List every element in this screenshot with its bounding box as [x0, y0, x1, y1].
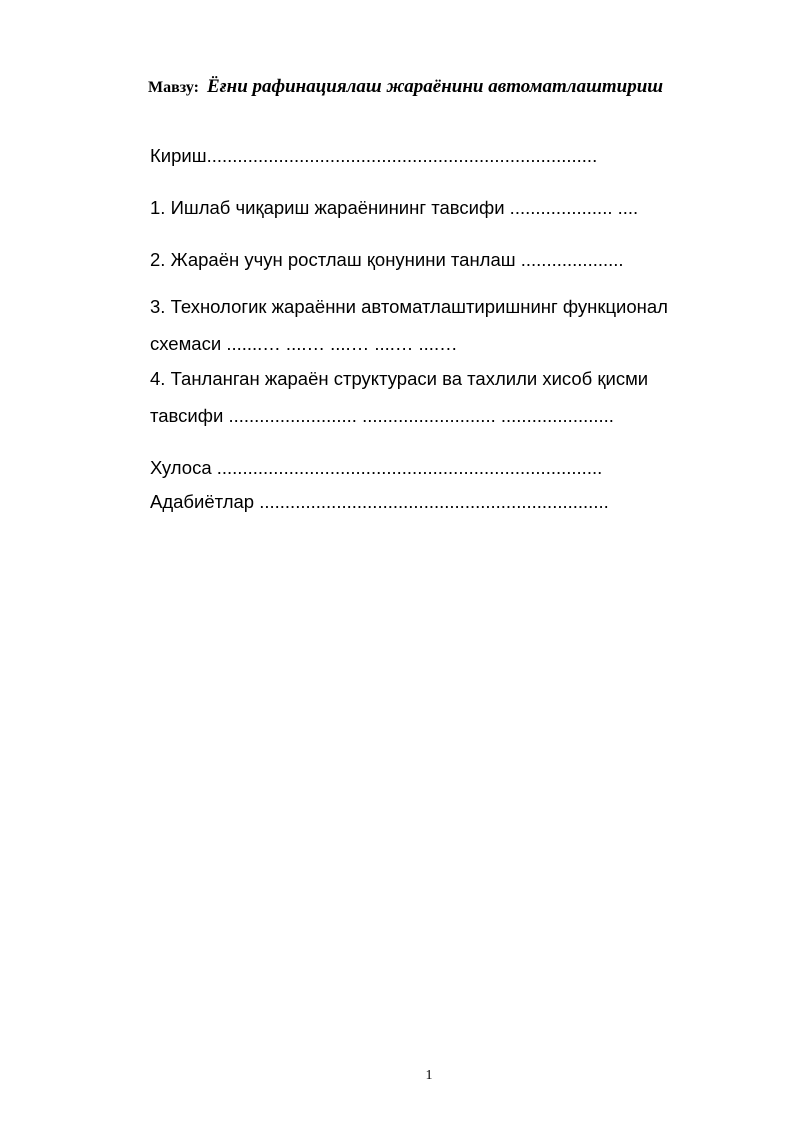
toc-item-4-line-2: тавсифи ......................... .......................... ...................... — [150, 405, 614, 426]
topic-heading — [148, 76, 663, 98]
topic-label: Мавзу: — [148, 79, 199, 96]
toc-intro: Кириш............................................................................ — [150, 145, 598, 166]
toc-item-4-line-1: 4. Танланган жараён структураси ва тахлили хисоб қисми — [150, 368, 649, 389]
toc-references: Адабиётлар .................................................................... — [150, 491, 609, 512]
toc-item-3-line-1: 3. Технологик жараённи автоматлаштиришнинг функционал — [150, 296, 668, 317]
toc-item-1: 1. Ишлаб чиқариш жараёнининг тавсифи .................... .... — [150, 197, 639, 218]
toc-item-2: 2. Жараён учун ростлаш қонунини танлаш .................... — [150, 249, 624, 270]
toc-item-3-line-2: схемаси .......… ....… ....… ....… ....… — [150, 333, 458, 354]
page-number: 1 — [425, 1068, 433, 1083]
toc-conclusion: Хулоса ........................................................................... — [150, 457, 603, 478]
topic-title: Ёғни рафинациялаш жараёнини автоматлаштириш — [206, 76, 664, 97]
